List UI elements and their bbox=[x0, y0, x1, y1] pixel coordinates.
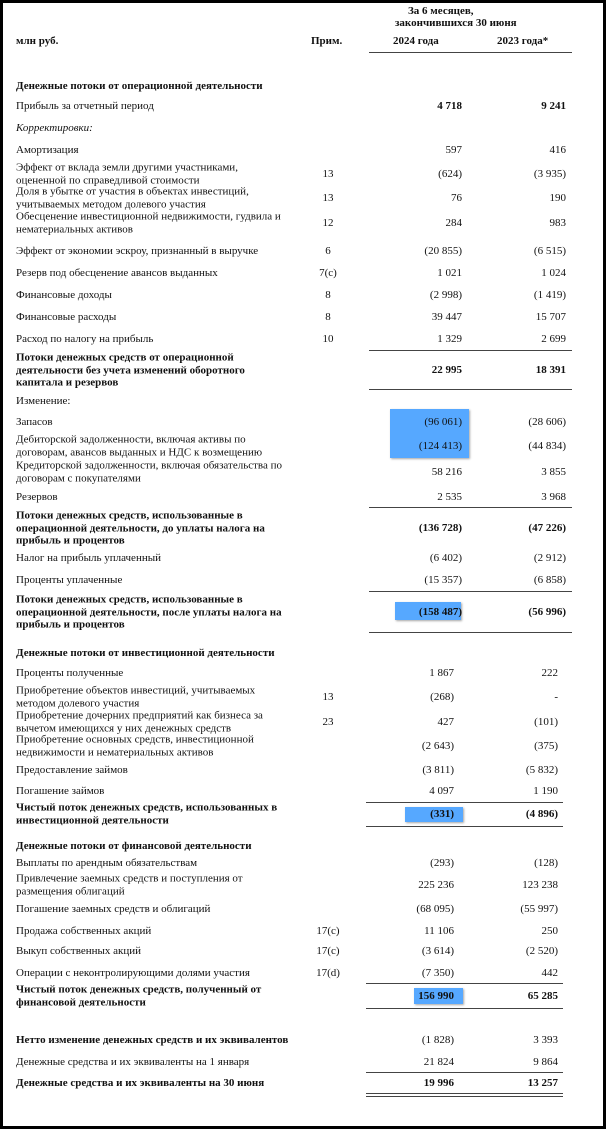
value-2023: (28 606) bbox=[528, 416, 566, 428]
value-2024: 427 bbox=[437, 716, 454, 728]
rule-line bbox=[369, 52, 572, 53]
row-note: 13 bbox=[322, 168, 334, 180]
value-2024: 225 236 bbox=[418, 879, 454, 891]
value-2023: (1 419) bbox=[533, 289, 566, 301]
value-2024: 284 bbox=[445, 217, 462, 229]
row-note: 23 bbox=[322, 716, 334, 728]
value-2023: (6 515) bbox=[533, 245, 566, 257]
row-note: 12 bbox=[322, 217, 334, 229]
rule-line bbox=[369, 507, 572, 508]
value-2024: (3 614) bbox=[421, 945, 454, 957]
row-label: Финансовые доходы bbox=[16, 288, 112, 301]
row-note: 17(c) bbox=[316, 945, 340, 957]
value-2024: (15 357) bbox=[424, 574, 462, 586]
row-label: Обесценение инвестиционной недвижимости, гудвила и нематериальных активов bbox=[16, 210, 281, 235]
rule-line bbox=[369, 591, 572, 592]
value-2024: 76 bbox=[451, 192, 462, 204]
row-label: Дебиторской задолженности, включая активы по договорам, авансов выданных и НДС к возмещению bbox=[16, 433, 263, 458]
row-label: Резервов bbox=[16, 490, 58, 503]
value-2023: (4 896) bbox=[525, 808, 558, 820]
value-2024: (158 487) bbox=[418, 606, 462, 618]
value-2023: 3 393 bbox=[533, 1034, 558, 1046]
value-2023: (3 935) bbox=[533, 168, 566, 180]
row-label: Амортизация bbox=[16, 143, 79, 156]
value-2024: (331) bbox=[430, 808, 454, 820]
row-label: Кредиторской задолженности, включая обязательства по договорам с покупателями bbox=[16, 459, 282, 484]
rule-line bbox=[366, 802, 563, 803]
value-2023: (6 858) bbox=[533, 574, 566, 586]
rule-line bbox=[366, 1093, 563, 1094]
value-2024: 21 824 bbox=[423, 1056, 454, 1068]
value-2024: 4 718 bbox=[437, 100, 462, 112]
value-2024: (268) bbox=[430, 691, 454, 703]
row-label: Продажа собственных акций bbox=[16, 924, 152, 937]
value-2023: 9 864 bbox=[533, 1056, 558, 1068]
row-label: Потоки денежных средств, использованные в операционной деятельности, до уплаты налога на прибыль и процентов bbox=[16, 509, 265, 547]
row-note: 13 bbox=[322, 691, 334, 703]
value-2023: 222 bbox=[541, 667, 558, 679]
rule-line bbox=[366, 983, 563, 984]
value-2023: (44 834) bbox=[528, 440, 566, 452]
column-header-2023: 2023 года* bbox=[497, 35, 549, 47]
value-2023: 442 bbox=[541, 967, 558, 979]
value-2024: (136 728) bbox=[418, 522, 462, 534]
value-2023: 190 bbox=[549, 192, 566, 204]
row-label: Приобретение дочерних предприятий как бизнеса за вычетом имеющихся у них денежных средств bbox=[16, 709, 263, 734]
row-label: Приобретение объектов инвестиций, учитываемых методом долевого участия bbox=[16, 684, 256, 709]
row-note: 13 bbox=[322, 192, 334, 204]
value-2023: 13 257 bbox=[527, 1077, 558, 1089]
value-2023: 15 707 bbox=[535, 311, 566, 323]
rule-line bbox=[366, 1072, 563, 1073]
units-label: млн руб. bbox=[16, 35, 59, 47]
row-label: Финансовые расходы bbox=[16, 310, 117, 323]
row-label: Выкуп собственных акций bbox=[16, 944, 142, 957]
value-2024: (68 095) bbox=[416, 903, 454, 915]
value-2023: 1 024 bbox=[541, 267, 566, 279]
value-2024: 1 329 bbox=[437, 333, 462, 345]
value-2024: (624) bbox=[438, 168, 462, 180]
value-2023: (101) bbox=[534, 716, 558, 728]
row-label: Запасов bbox=[16, 415, 53, 428]
value-2023: (375) bbox=[534, 740, 558, 752]
value-2023: 65 285 bbox=[527, 990, 558, 1002]
value-2023: (2 520) bbox=[525, 945, 558, 957]
value-2024: 58 216 bbox=[431, 466, 462, 478]
row-label: Проценты уплаченные bbox=[16, 573, 123, 586]
row-label: Погашение займов bbox=[16, 784, 105, 797]
value-2024: 22 995 bbox=[431, 364, 462, 376]
value-2023: 123 238 bbox=[522, 879, 558, 891]
value-2023: 250 bbox=[541, 925, 558, 937]
row-label: Изменение: bbox=[16, 394, 71, 407]
row-label: Чистый поток денежных средств, использованных в инвестиционной деятельности bbox=[16, 801, 278, 826]
value-2024: (20 855) bbox=[424, 245, 462, 257]
row-note: 17(d) bbox=[316, 967, 340, 979]
row-label: Резерв под обесценение авансов выданных bbox=[16, 266, 218, 279]
rule-line bbox=[369, 389, 572, 390]
value-2023: (56 996) bbox=[528, 606, 566, 618]
row-label: Привлечение заемных средств и поступления от размещения облигаций bbox=[16, 872, 243, 897]
value-2024: (7 350) bbox=[421, 967, 454, 979]
value-2024: 1 867 bbox=[429, 667, 454, 679]
value-2023: (2 912) bbox=[533, 552, 566, 564]
value-2023: 2 699 bbox=[541, 333, 566, 345]
row-label: Эффект от вклада земли другими участниками, оцененной по справедливой стоимости bbox=[16, 161, 238, 186]
value-2023: 9 241 bbox=[541, 100, 566, 112]
row-label: Денежные потоки от операционной деятельности bbox=[16, 79, 263, 92]
rule-line bbox=[369, 632, 572, 633]
row-label: Предоставление займов bbox=[16, 763, 128, 776]
row-note: 7(c) bbox=[319, 267, 337, 279]
row-label: Потоки денежных средств от операционной деятельности без учета изменений оборотного капитала и резервов bbox=[16, 351, 245, 389]
row-note: 6 bbox=[325, 245, 331, 257]
value-2024: (124 413) bbox=[418, 440, 462, 452]
value-2024: 1 021 bbox=[437, 267, 462, 279]
value-2023: 3 968 bbox=[541, 491, 566, 503]
row-label: Эффект от экономии эскроу, признанный в выручке bbox=[16, 244, 259, 257]
value-2024: (6 402) bbox=[429, 552, 462, 564]
value-2024: 39 447 bbox=[431, 311, 462, 323]
value-2023: 983 bbox=[549, 217, 566, 229]
value-2023: - bbox=[554, 691, 558, 703]
value-2023: (128) bbox=[534, 857, 558, 869]
value-2024: (1 828) bbox=[421, 1034, 454, 1046]
row-note: 10 bbox=[322, 333, 334, 345]
value-2024: 4 097 bbox=[429, 785, 454, 797]
row-label: Расход по налогу на прибыль bbox=[16, 332, 154, 345]
row-note: 8 bbox=[325, 289, 331, 301]
value-2023: 18 391 bbox=[535, 364, 566, 376]
value-2024: (293) bbox=[430, 857, 454, 869]
row-label: Денежные средства и их эквиваленты на 30 июня bbox=[16, 1076, 265, 1089]
row-label: Потоки денежных средств, использованные в операционной деятельности, после уплаты налога на прибыль и процентов bbox=[16, 593, 282, 631]
row-label: Нетто изменение денежных средств и их эквивалентов bbox=[16, 1033, 289, 1046]
value-2024: 597 bbox=[445, 144, 462, 156]
row-note: 17(c) bbox=[316, 925, 340, 937]
value-2024: 2 535 bbox=[437, 491, 462, 503]
value-2024: 156 990 bbox=[418, 990, 454, 1002]
row-label: Денежные средства и их эквиваленты на 1 января bbox=[16, 1055, 250, 1068]
row-label: Чистый поток денежных средств, полученный от финансовой деятельности bbox=[16, 983, 262, 1008]
period-header-line1: За 6 месяцев, bbox=[408, 5, 474, 17]
row-label: Приобретение основных средств, инвестиционной недвижимости и нематериальных активов bbox=[16, 733, 254, 758]
period-header-line2: закончившихся 30 июня bbox=[395, 17, 517, 29]
value-2024: (3 811) bbox=[422, 764, 454, 776]
note-column-header: Прим. bbox=[311, 35, 343, 47]
value-2024: (2 643) bbox=[421, 740, 454, 752]
row-label: Погашение заемных средств и облигаций bbox=[16, 902, 211, 915]
rule-line bbox=[369, 350, 572, 351]
value-2023: (5 832) bbox=[525, 764, 558, 776]
rule-line bbox=[366, 1008, 563, 1009]
row-label: Проценты полученные bbox=[16, 666, 124, 679]
value-2023: 3 855 bbox=[541, 466, 566, 478]
rule-line bbox=[366, 1096, 563, 1097]
value-2024: (2 998) bbox=[429, 289, 462, 301]
value-2024: 19 996 bbox=[423, 1077, 454, 1089]
value-2024: (96 061) bbox=[424, 416, 462, 428]
value-2023: (55 997) bbox=[520, 903, 558, 915]
row-label: Налог на прибыль уплаченный bbox=[16, 551, 161, 564]
row-label: Денежные потоки от инвестиционной деятельности bbox=[16, 646, 275, 659]
value-2023: (47 226) bbox=[528, 522, 566, 534]
row-label: Денежные потоки от финансовой деятельности bbox=[16, 839, 252, 852]
row-label: Прибыль за отчетный период bbox=[16, 99, 154, 112]
row-label: Корректировки: bbox=[16, 121, 93, 134]
rule-line bbox=[366, 826, 563, 827]
value-2023: 1 190 bbox=[533, 785, 558, 797]
value-2023: 416 bbox=[549, 144, 566, 156]
row-label: Операции с неконтролирующими долями участия bbox=[16, 966, 250, 979]
row-label: Выплаты по арендным обязательствам bbox=[16, 856, 198, 869]
column-header-2024: 2024 года bbox=[393, 35, 439, 47]
row-note: 8 bbox=[325, 311, 331, 323]
row-label: Доля в убытке от участия в объектах инвестиций, учитываемых методом долевого участия bbox=[16, 185, 249, 210]
value-2024: 11 106 bbox=[424, 925, 454, 937]
